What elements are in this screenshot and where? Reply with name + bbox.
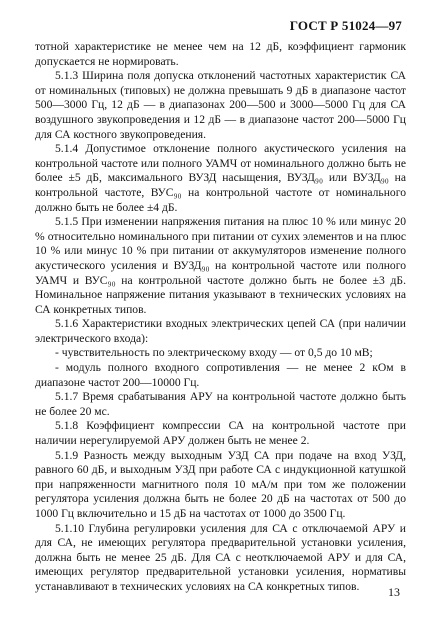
document-body (35, 40, 406, 595)
paragraph-5-1-4: 5.1.4 Допустимое отклонение полного акустического усиления на контрольной частоте или полного УАМЧ от номинального должно быть не более ±5 дБ, максимального ВУЗД насыщения, ВУЗД₉₀ или ВУЗД₉₀ на контрольной частоте, ВУС₉₀ на контрольной частоте от номинального должно быть не более ±4 дБ. (35, 142, 406, 214)
paragraph-5-1-9: 5.1.9 Разность между выходным УЗД СА при подаче на вход УЗД, равного 60 дБ, и выходным УЗД при работе СА с индукционной катушкой при напряженности магнитного поля 10 мА/м при том же положении регулятора усиления должна быть не более 20 дБ на частотах от 500 до 1000 Гц включительно и 15 дБ на частотах от 1000 до 3500 Гц. (35, 448, 406, 520)
list-item-impedance: - модуль полного входного сопротивления — не менее 2 кОм в диапазоне частот 200—10000 Гц. (35, 361, 406, 389)
paragraph-5-1-6: 5.1.6 Характеристики входных электрических цепей СА (при наличии электрического входа): (35, 317, 406, 345)
paragraph-5-1-8: 5.1.8 Коэффициент компрессии СА на контрольной частоте при наличии нерегулируемой АРУ должен быть не менее 2. (35, 419, 406, 448)
paragraph-5-1-10: 5.1.10 Глубина регулировки усиления для СА с отключаемой АРУ и для СА, не имеющих регулятора предварительной установки усиления, должна быть не менее 25 дБ. Для СА с неотключаемой АРУ и для СА, имеющих регулятор предварительной установки усиления, нормативы устанавливают в технических условиях на СА конкретных типов. (35, 521, 406, 593)
page-number: 13 (388, 585, 400, 599)
paragraph-continuation: тотной характеристике не менее чем на 12 дБ, коэффициент гармоник допускается не нормировать. (35, 40, 406, 68)
list-item-sensitivity: - чувствительность по электрическому входу — от 0,5 до 10 мВ; (55, 346, 373, 360)
paragraph-5-1-7: 5.1.7 Время срабатывания АРУ на контрольной частоте должно быть не более 20 мс. (35, 390, 406, 418)
paragraph-5-1-5: 5.1.5 При изменении напряжения питания на плюс 10 % или минус 20 % относительно номинального при питании от сухих элементов и на плюс 10 % или минус 10 % при питании от аккумуляторов изменение полного акустического усиления и ВУЗД₉₀ на контрольной частоте или полного УАМЧ и ВУС₉₀ на контрольной частоте должно быть не более ±3 дБ. Номинальное напряжение питания указывают в технических условиях на СА конкретных типов. (35, 215, 406, 316)
standard-header: ГОСТ Р 51024—97 (289, 18, 402, 33)
paragraph-5-1-3: 5.1.3 Ширина поля допуска отклонений частотных характеристик СА от номинальных (типовых) не должна превышать 9 дБ в диапазоне частот 500—3000 Гц, 12 дБ — в диапазонах 200—500 и 3000—5000 Гц для СА воздушного звукопроведения и 12 дБ — в диапазоне частот 200—5000 Гц для СА костного звукопроведения. (35, 69, 406, 141)
